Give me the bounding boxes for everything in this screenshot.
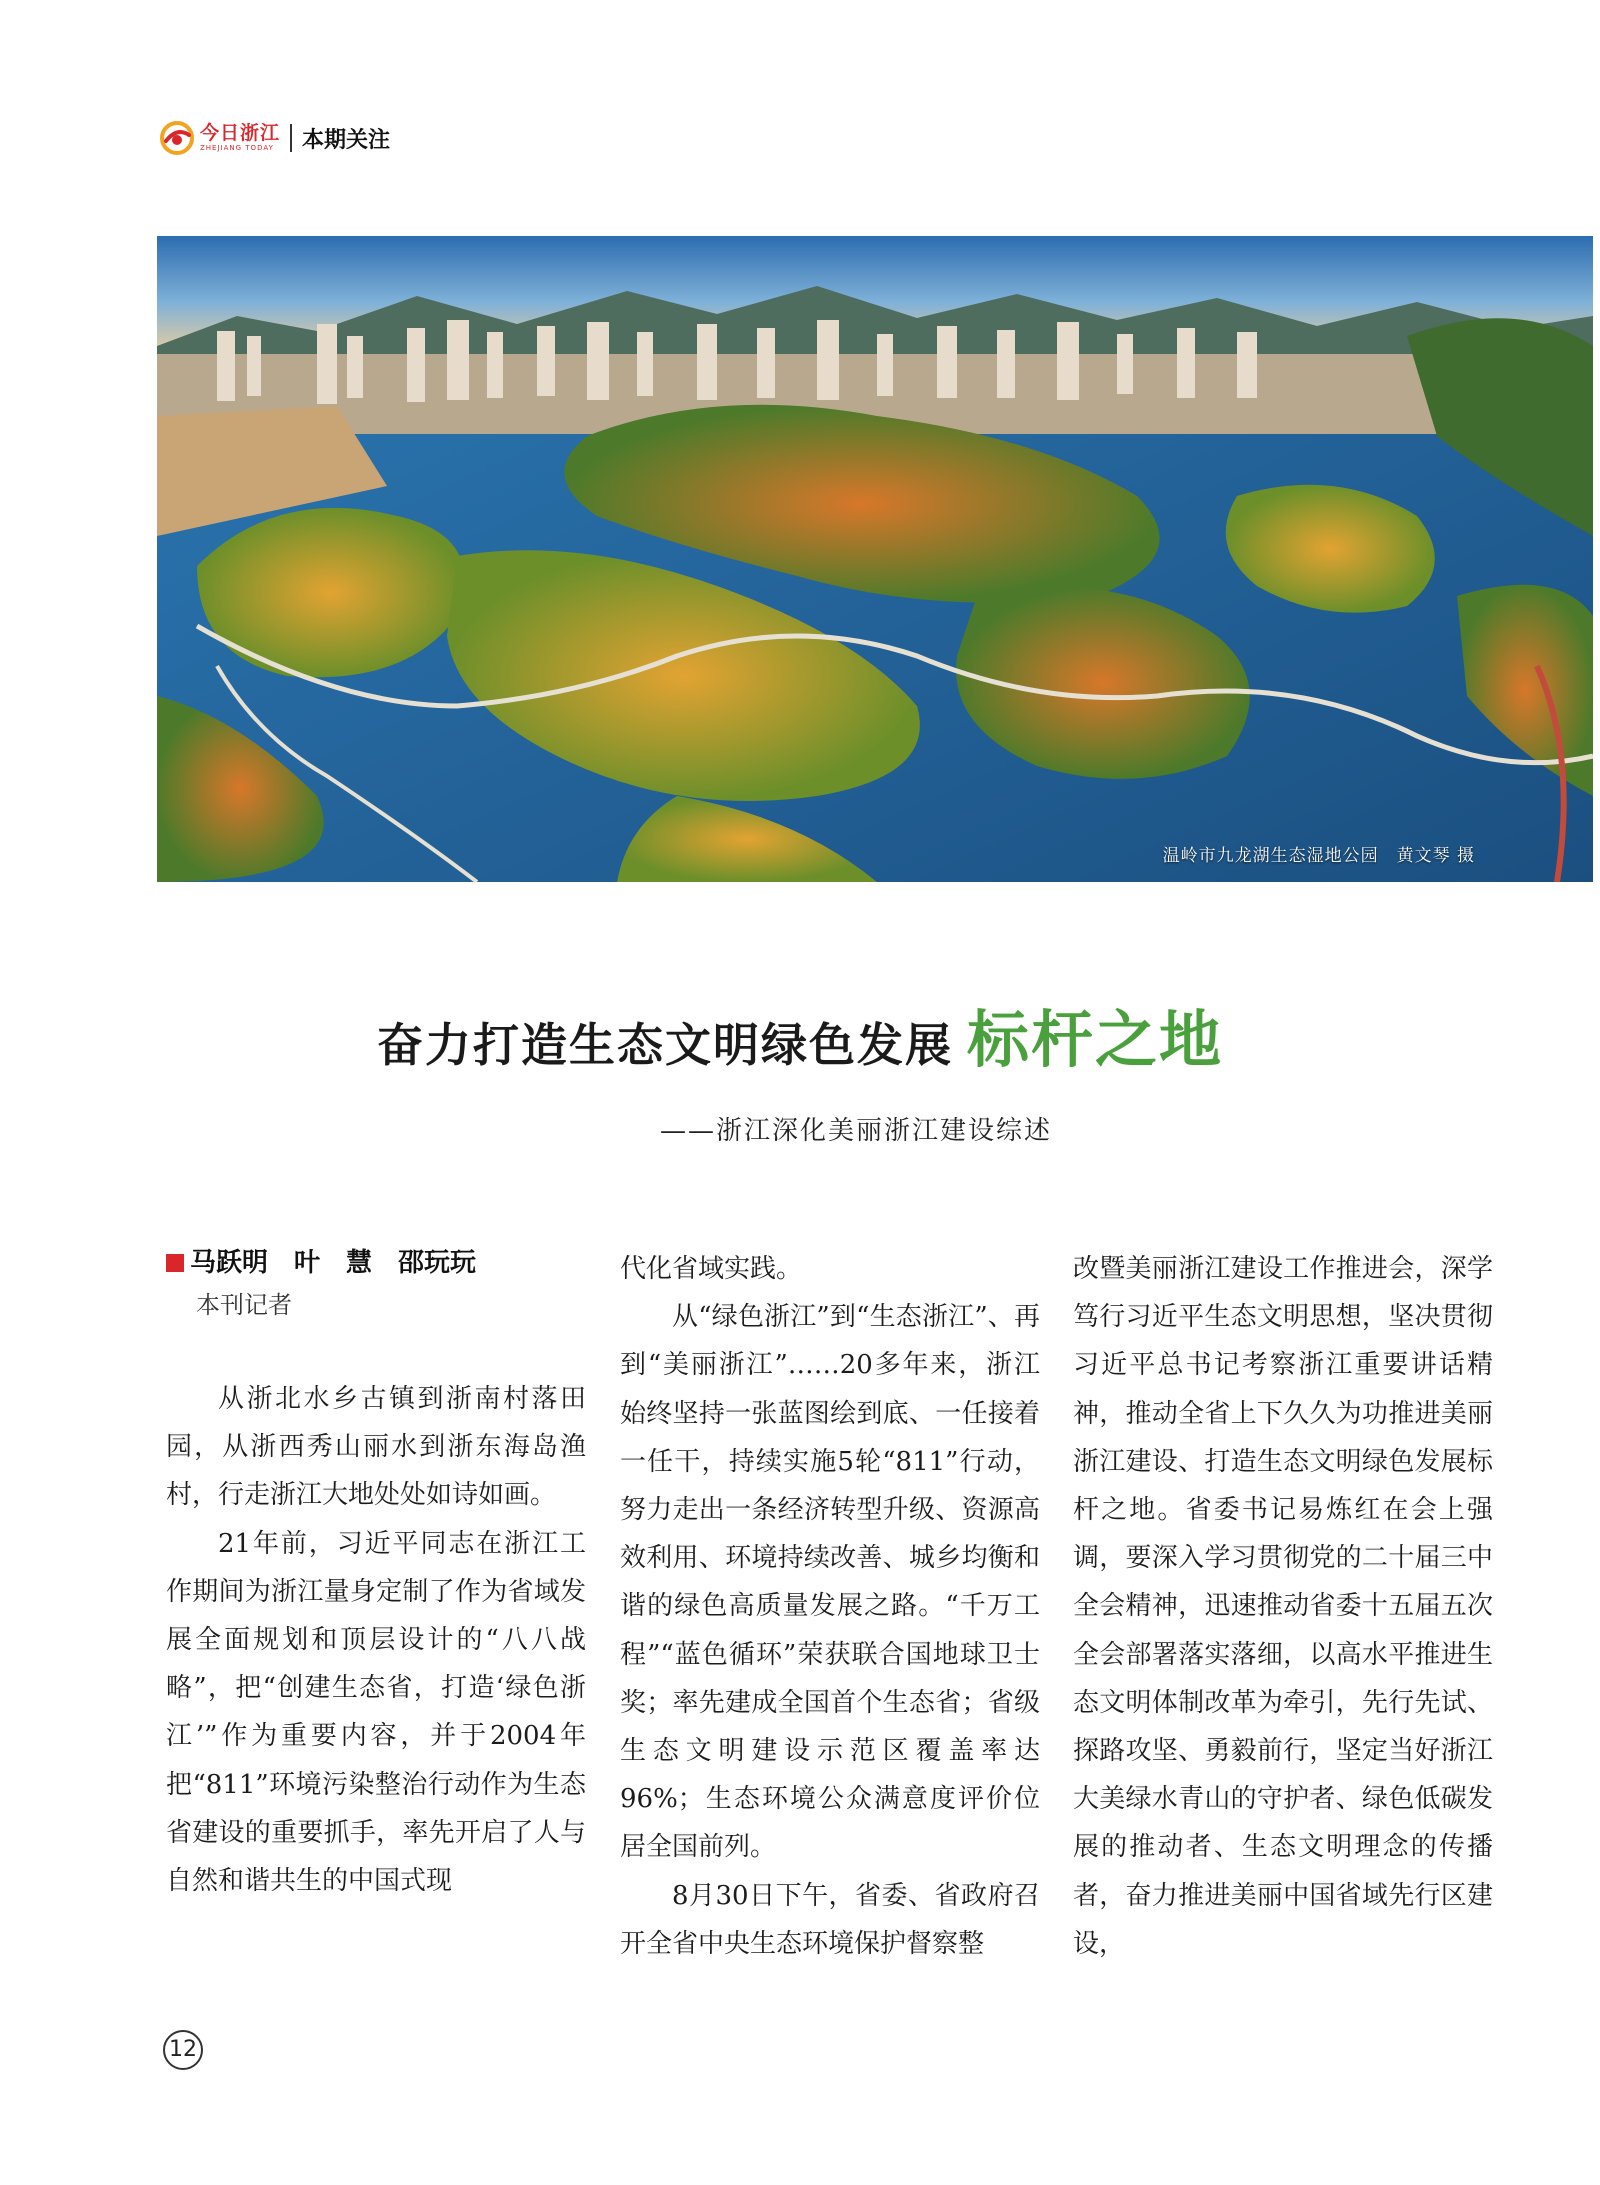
brand-name-cn: 今日浙江 [200,122,281,144]
hero-photo [157,236,1593,882]
author-role: 本刊记者 [196,1291,292,1319]
text-column-1 [166,1245,586,1905]
page-header [160,118,390,158]
photo-caption: 温岭市九龙湖生态湿地公园 黄文琴 摄 [1162,846,1475,866]
paragraph-continued: 代化省域实践。 [620,1254,803,1284]
byline-marker [166,1254,184,1272]
paragraph-continued: 改暨美丽浙江建设工作推进会，深学笃行习近平生态文明思想，坚决贯彻习近平总书记考察浙江重要讲话精神，推动全省上下久久为功推进美丽浙江建设、打造生态文明绿色发展标杆之地。省委书记易炼红在会上强调，要深入学习贯彻党的二十届三中全会精神，迅速推动省委十五届五次全会部署落实落细，以高水平推进生态文明体制改革为牵引，先行先试、探路攻坚、勇毅前行，坚定当好浙江大美绿水青山的守护者、绿色低碳发展的推动者、生态文明理念的传播者，奋力推进美丽中国省域先行区建设， [1073,1254,1493,1959]
article-subtitle: ——浙江深化美丽浙江建设综述 [659,1116,1052,1146]
logo-icon [160,121,194,155]
section-label: 本期关注 [302,127,391,153]
brand-logo [200,124,280,152]
text-column-3 [1073,1245,1493,1968]
brand-name-en: ZHEJIANG TODAY [200,144,274,152]
text-column-2 [620,1245,1040,1968]
title-main: 奋力打造生态文明绿色发展 [376,1018,953,1072]
author-names: 马跃明 叶 慧 邵玩玩 [190,1248,477,1278]
paragraph: 从“绿色浙江”到“生态浙江”、再到“美丽浙江”……20多年来，浙江始终坚持一张蓝图绘到底、一任接着一任干，持续实施5轮“811”行动，努力走出一条经济转型升级、资源高效利用、环境持续改善、城乡均衡和谐的绿色高质量发展之路。“千万工程”“蓝色循环”荣获联合国地球卫士奖；率先建成全国首个生态省；省级生态文明建设示范区覆盖率达96%；生态环境公众满意度评价位居全国前列。 [620,1302,1040,1863]
page-number: 12 [163,2030,203,2070]
paragraph: 21年前，习近平同志在浙江工作期间为浙江量身定制了作为省域发展全面规划和顶层设计的“八八战略”，把“创建生态省，打造‘绿色浙江’”作为重要内容，并于2004年把“811”环境污染整治行动作为生态省建设的重要抓手，率先开启了人与自然和谐共生的中国式现 [166,1528,586,1897]
wetland-park-illustration [157,236,1593,882]
title-accent: 标杆之地 [966,1003,1223,1076]
header-divider [290,124,292,152]
paragraph: 从浙北水乡古镇到浙南村落田园，从浙西秀山丽水到浙东海岛渔村，行走浙江大地处处如诗如画。 [166,1384,586,1511]
byline [166,1245,586,1281]
article-title [0,990,1600,1079]
paragraph: 8月30日下午，省委、省政府召开全省中央生态环境保护督察整 [620,1880,1040,1959]
